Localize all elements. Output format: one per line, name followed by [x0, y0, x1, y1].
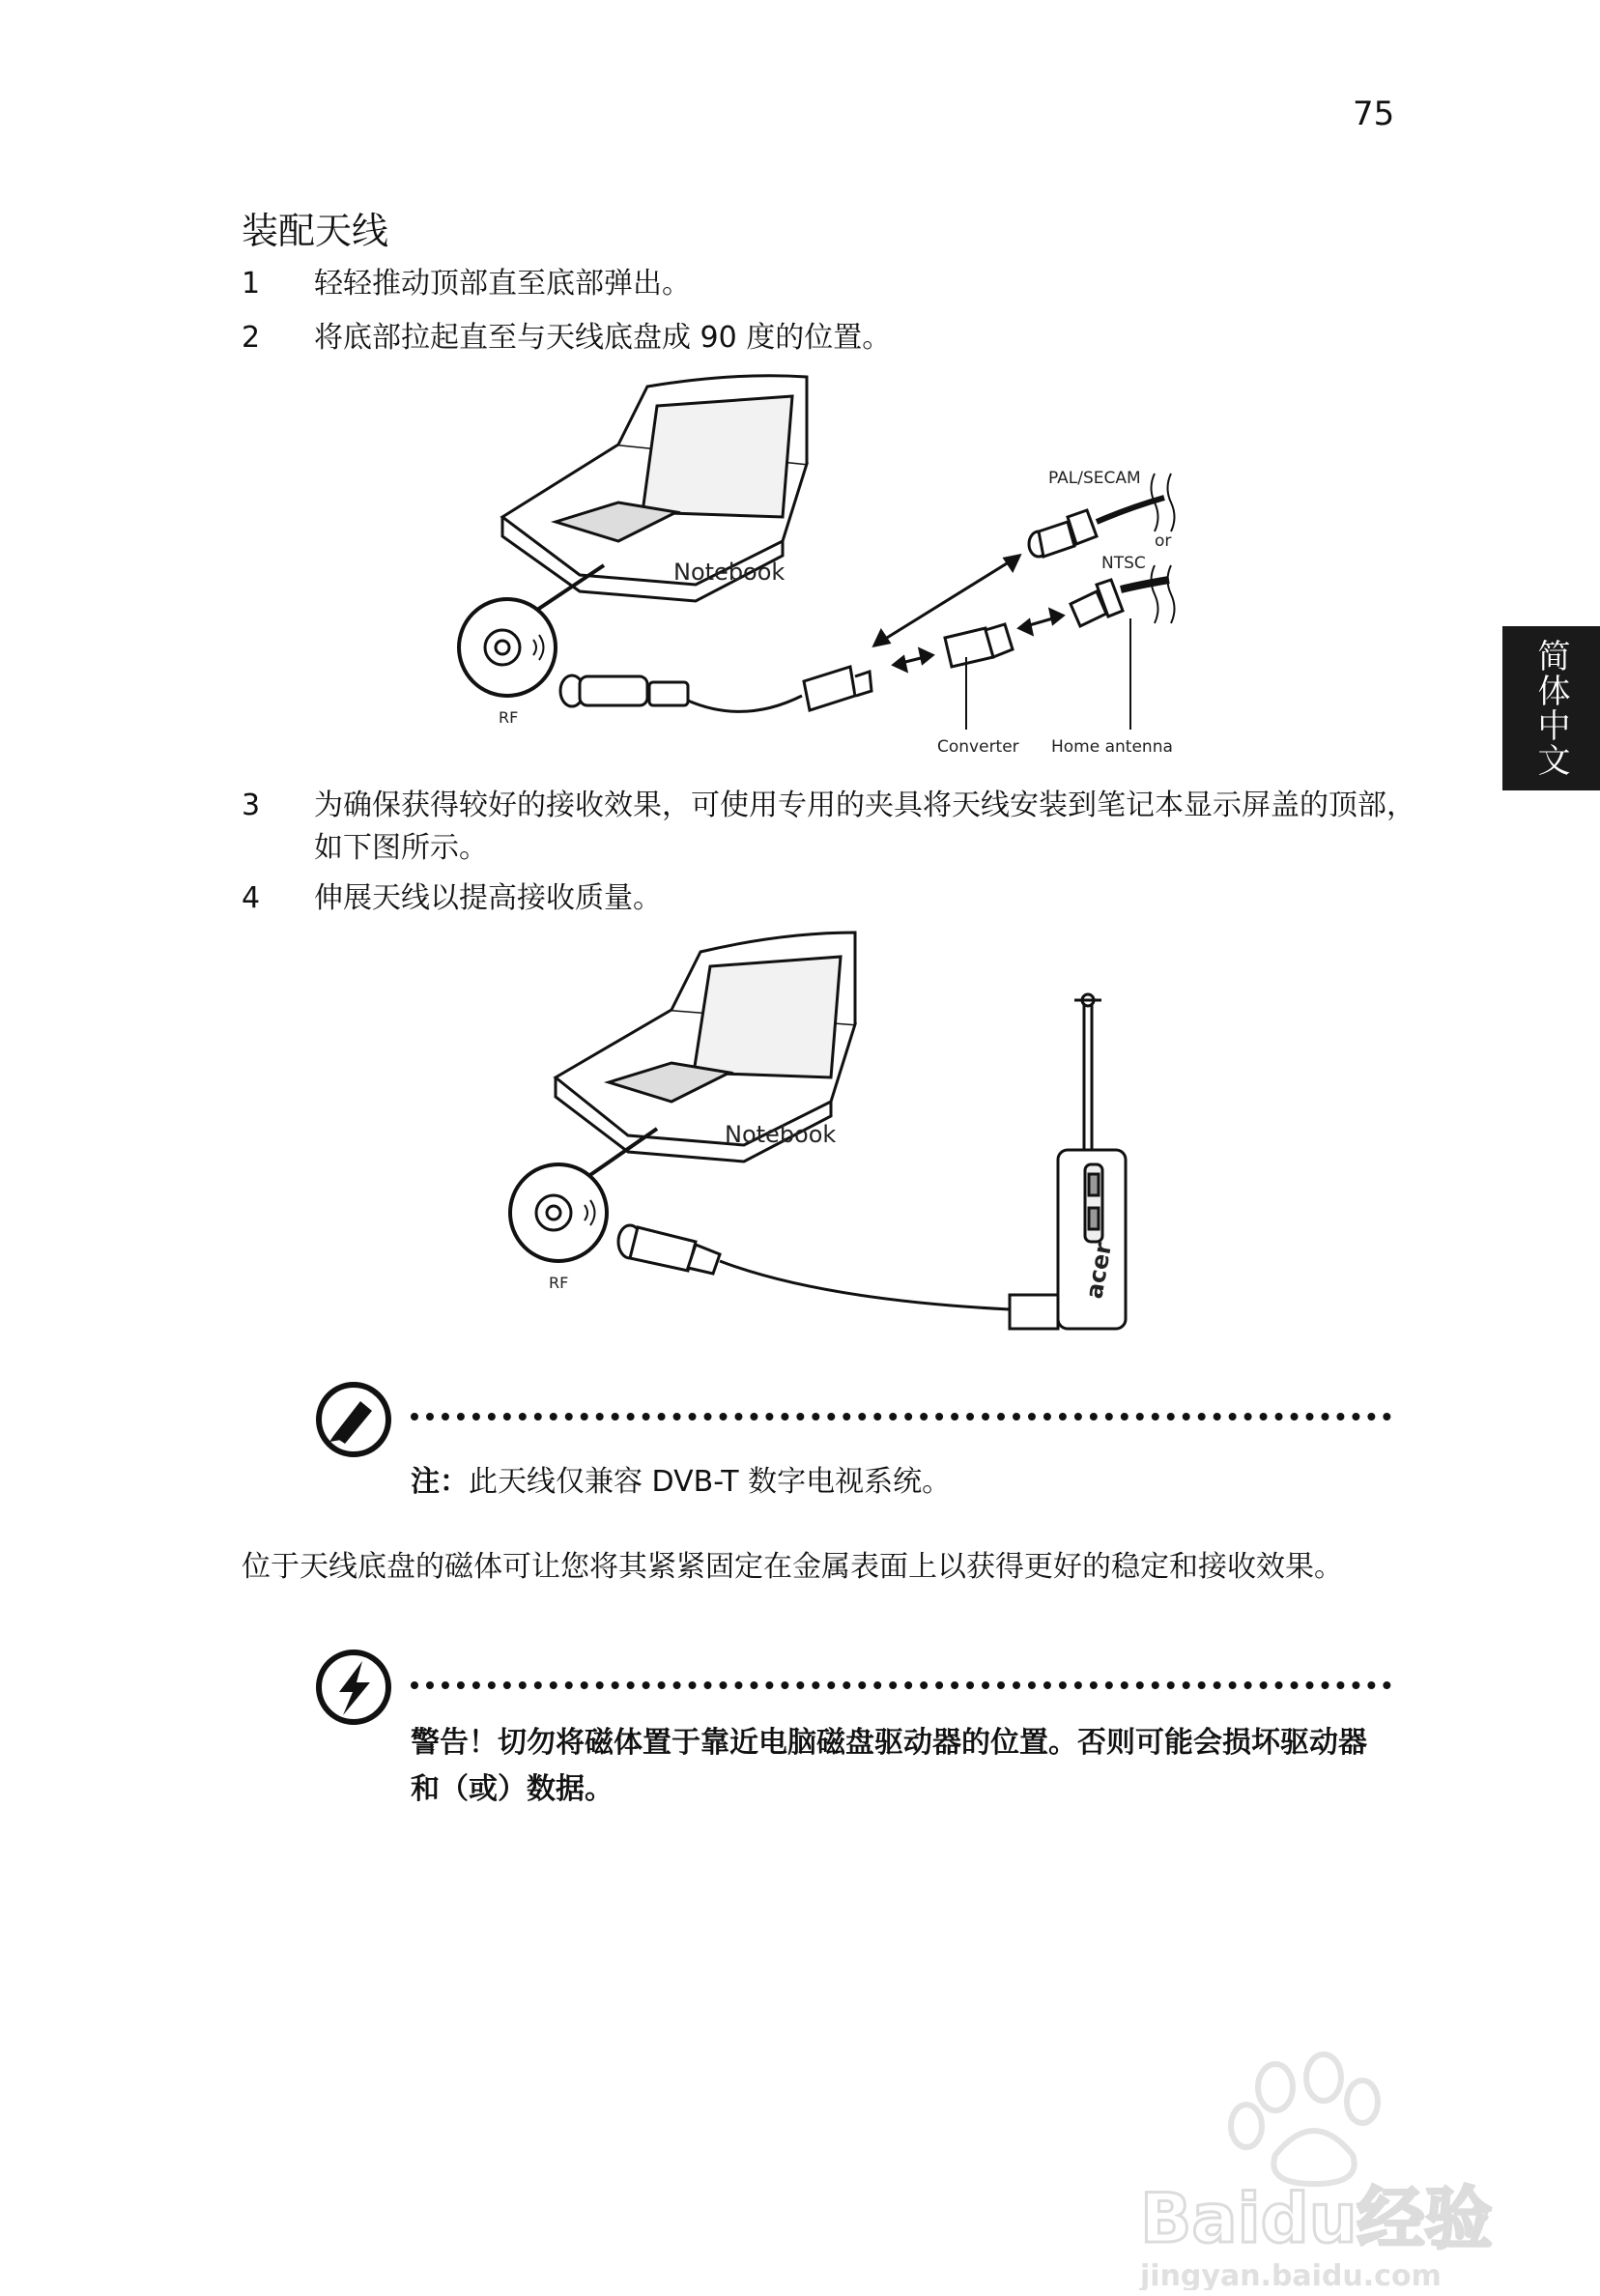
- home-antenna-label: Home antenna: [1051, 737, 1173, 757]
- step-number: 1: [242, 267, 261, 301]
- watermark-brand: Baidu经验: [1140, 2179, 1493, 2258]
- pal-connector: [1029, 498, 1164, 557]
- baidu-paw-icon: [1130, 2049, 1536, 2290]
- step-number: 3: [242, 789, 261, 822]
- figure-antenna-mounting: [0, 923, 1600, 1348]
- step-3: [242, 785, 1415, 870]
- step-number: 4: [242, 881, 261, 915]
- step-text: 轻轻推动顶部直至底部弹出。: [314, 267, 691, 301]
- note-pen-icon: [314, 1380, 393, 1459]
- step-text: 为确保获得较好的接收效果，可使用专用的夹具将天线安装到笔记本显示屏盖的顶部，如下图所示。: [314, 789, 1415, 865]
- step-4: [242, 877, 1401, 920]
- notebook-label: Notebook: [673, 559, 786, 586]
- baidu-watermark: [1130, 2049, 1536, 2290]
- step-2: [242, 317, 1401, 359]
- note-body: 此天线仅兼容 DVB-T 数字电视系统。: [469, 1465, 952, 1499]
- warning-dotted-rule: [411, 1681, 1391, 1689]
- section-title: 装配天线: [242, 210, 389, 252]
- magnet-paragraph: 位于天线底盘的磁体可让您将其紧紧固定在金属表面上以获得更好的稳定和接收效果。: [242, 1550, 1343, 1584]
- notebook-label: Notebook: [725, 1121, 837, 1148]
- ntsc-label: NTSC: [1101, 554, 1146, 573]
- warning-lightning-icon: [314, 1648, 393, 1727]
- step-number: 2: [242, 321, 261, 355]
- watermark-url: jingyan.baidu.com: [1140, 2259, 1442, 2290]
- note-label: 注：: [411, 1465, 469, 1499]
- side-tab-label: 简体中文: [1531, 639, 1570, 778]
- pal-secam-label: PAL/SECAM: [1048, 469, 1141, 488]
- cable-illustration: [560, 667, 871, 711]
- warning-text: 警告！切勿将磁体置于靠近电脑磁盘驱动器的位置。否则可能会损坏驱动器和（或）数据。: [411, 1726, 1367, 1806]
- rf-port-circle: [459, 599, 556, 696]
- or-label: or: [1155, 531, 1172, 551]
- step-1: [242, 263, 1401, 305]
- note-dotted-rule: [411, 1413, 1391, 1421]
- rf-label: RF: [549, 1274, 569, 1292]
- cable-illustration: [618, 1225, 1010, 1309]
- acer-brand-label: acer: [1080, 1240, 1118, 1302]
- rf-label: RF: [499, 708, 519, 727]
- converter-label: Converter: [937, 737, 1019, 757]
- rf-port-circle: [510, 1164, 607, 1261]
- note-text: [411, 1457, 951, 1500]
- home-antenna-plug: [1071, 580, 1169, 626]
- figure-antenna-connection: [0, 358, 1600, 763]
- step-text: 伸展天线以提高接收质量。: [314, 881, 662, 915]
- converter-plug: [945, 624, 1013, 667]
- page-number: 75: [1353, 95, 1395, 133]
- step-text: 将底部拉起直至与天线底盘成 90 度的位置。: [314, 321, 892, 355]
